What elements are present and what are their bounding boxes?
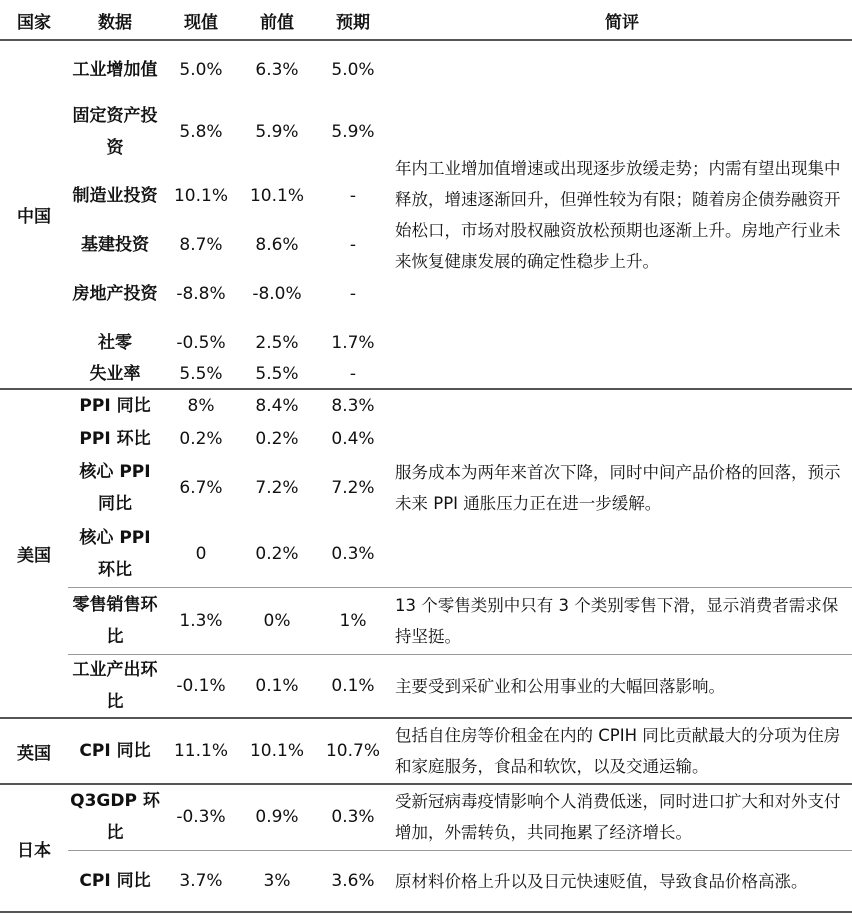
- previous-value: 3%: [263, 871, 291, 891]
- forecast-value: 5.0%: [331, 60, 375, 80]
- metric-name: CPI 同比: [79, 741, 151, 761]
- comment-text: 主要受到采矿业和公用事业的大幅回落影响。: [395, 676, 725, 696]
- country-label: 美国: [17, 546, 51, 566]
- current-value: 1.3%: [179, 610, 223, 631]
- comment-text: 原材料价格上升以及日元快速贬值，导致食品价格高涨。: [395, 871, 808, 891]
- metric-name: PPI 环比: [79, 429, 151, 449]
- metric-name: 工业产出环比: [72, 660, 158, 712]
- comment-divider: [68, 850, 852, 851]
- metric-name: 失业率: [89, 364, 141, 384]
- forecast-value: 8.3%: [331, 396, 375, 416]
- previous-value: 0.2%: [255, 544, 299, 564]
- comment-text: 包括自住房等价租金在内的 CPIH 同比贡献最大的分项为住房和家庭服务，食品和软饮，以及交通运输。: [395, 726, 841, 776]
- metric-name: 核心 PPI 环比: [79, 528, 151, 580]
- previous-value: -8.0%: [252, 283, 302, 304]
- forecast-value: -: [349, 364, 357, 384]
- forecast-value: 5.9%: [331, 121, 375, 142]
- metric-name: 工业增加值: [72, 60, 158, 80]
- previous-value: 0.1%: [255, 676, 299, 696]
- previous-value: 5.5%: [255, 364, 299, 384]
- current-value: 8%: [187, 396, 215, 416]
- forecast-value: 0.3%: [331, 807, 375, 827]
- forecast-value: -: [349, 185, 357, 206]
- forecast-value: 1.7%: [331, 332, 375, 353]
- metric-name: 制造业投资: [72, 185, 158, 206]
- forecast-value: 3.6%: [331, 871, 375, 891]
- forecast-value: 7.2%: [331, 478, 375, 498]
- previous-value: 0%: [263, 610, 291, 631]
- header-current: 现值: [184, 12, 218, 33]
- comment-text: 服务成本为两年来首次下降，同时中间产品价格的回落，预示未来 PPI 通胀压力正在进一步缓解。: [395, 463, 841, 513]
- current-value: 8.7%: [179, 234, 223, 255]
- header-metric: 数据: [98, 12, 132, 33]
- current-value: 5.5%: [179, 364, 223, 384]
- header-previous: 前值: [260, 12, 294, 33]
- forecast-value: 1%: [339, 610, 367, 631]
- previous-value: 8.4%: [255, 396, 299, 416]
- previous-value: 6.3%: [255, 60, 299, 80]
- metric-name: 零售销售环比: [72, 594, 158, 647]
- current-value: 3.7%: [179, 871, 223, 891]
- current-value: 6.7%: [179, 478, 223, 498]
- previous-value: 0.9%: [255, 807, 299, 827]
- header-country: 国家: [17, 12, 51, 33]
- metric-name: 固定资产投资: [72, 105, 158, 158]
- forecast-value: 0.1%: [331, 676, 375, 696]
- forecast-value: -: [349, 234, 357, 255]
- previous-value: 0.2%: [255, 429, 299, 449]
- country-label: 中国: [17, 207, 51, 227]
- header-comment: 简评: [605, 12, 639, 33]
- metric-name: 基建投资: [81, 234, 149, 255]
- forecast-value: 10.7%: [325, 741, 380, 761]
- comment-text: 13 个零售类别中只有 3 个类别零售下滑，显示消费者需求保持坚挺。: [395, 595, 839, 646]
- previous-value: 5.9%: [255, 121, 299, 142]
- previous-value: 7.2%: [255, 478, 299, 498]
- comment-divider: [68, 587, 852, 588]
- current-value: 5.0%: [179, 60, 223, 80]
- comment-text: 受新冠病毒疫情影响个人消费低迷，同时进口扩大和对外支付增加，外需转负，共同拖累了经济增长。: [395, 792, 841, 842]
- country-label: 英国: [17, 743, 51, 764]
- current-value: 10.1%: [173, 185, 228, 206]
- metric-name: Q3GDP 环比: [70, 791, 160, 843]
- current-value: 11.1%: [173, 741, 228, 761]
- current-value: -0.1%: [176, 676, 226, 696]
- previous-value: 10.1%: [249, 741, 304, 761]
- metric-name: CPI 同比: [79, 871, 151, 891]
- previous-value: 10.1%: [249, 185, 304, 206]
- current-value: 5.8%: [179, 121, 223, 142]
- current-value: -0.5%: [176, 332, 226, 353]
- previous-value: 2.5%: [255, 332, 299, 353]
- current-value: 0.2%: [179, 429, 223, 449]
- forecast-value: 0.4%: [331, 429, 375, 449]
- group-divider: [0, 911, 852, 913]
- country-label: 日本: [17, 840, 51, 861]
- forecast-value: 0.3%: [331, 544, 375, 564]
- current-value: -8.8%: [176, 283, 226, 304]
- metric-name: 社零: [98, 332, 132, 353]
- forecast-value: -: [349, 283, 357, 304]
- header-forecast: 预期: [336, 12, 370, 33]
- metric-name: 房地产投资: [72, 283, 158, 304]
- previous-value: 8.6%: [255, 234, 299, 255]
- comment-text: 年内工业增加值增速或出现逐步放缓走势；内需有望出现集中释放，增速逐渐回升，但弹性较为有限；随着房企债券融资开始松口，市场对股权融资放松预期也逐渐上升。房地产行业未来恢复健康发展的确定性稳步上升。: [395, 158, 841, 271]
- metric-name: 核心 PPI 同比: [79, 462, 151, 514]
- metric-name: PPI 同比: [79, 396, 151, 416]
- comment-divider: [68, 654, 852, 655]
- current-value: 0: [195, 544, 207, 564]
- current-value: -0.3%: [176, 807, 226, 827]
